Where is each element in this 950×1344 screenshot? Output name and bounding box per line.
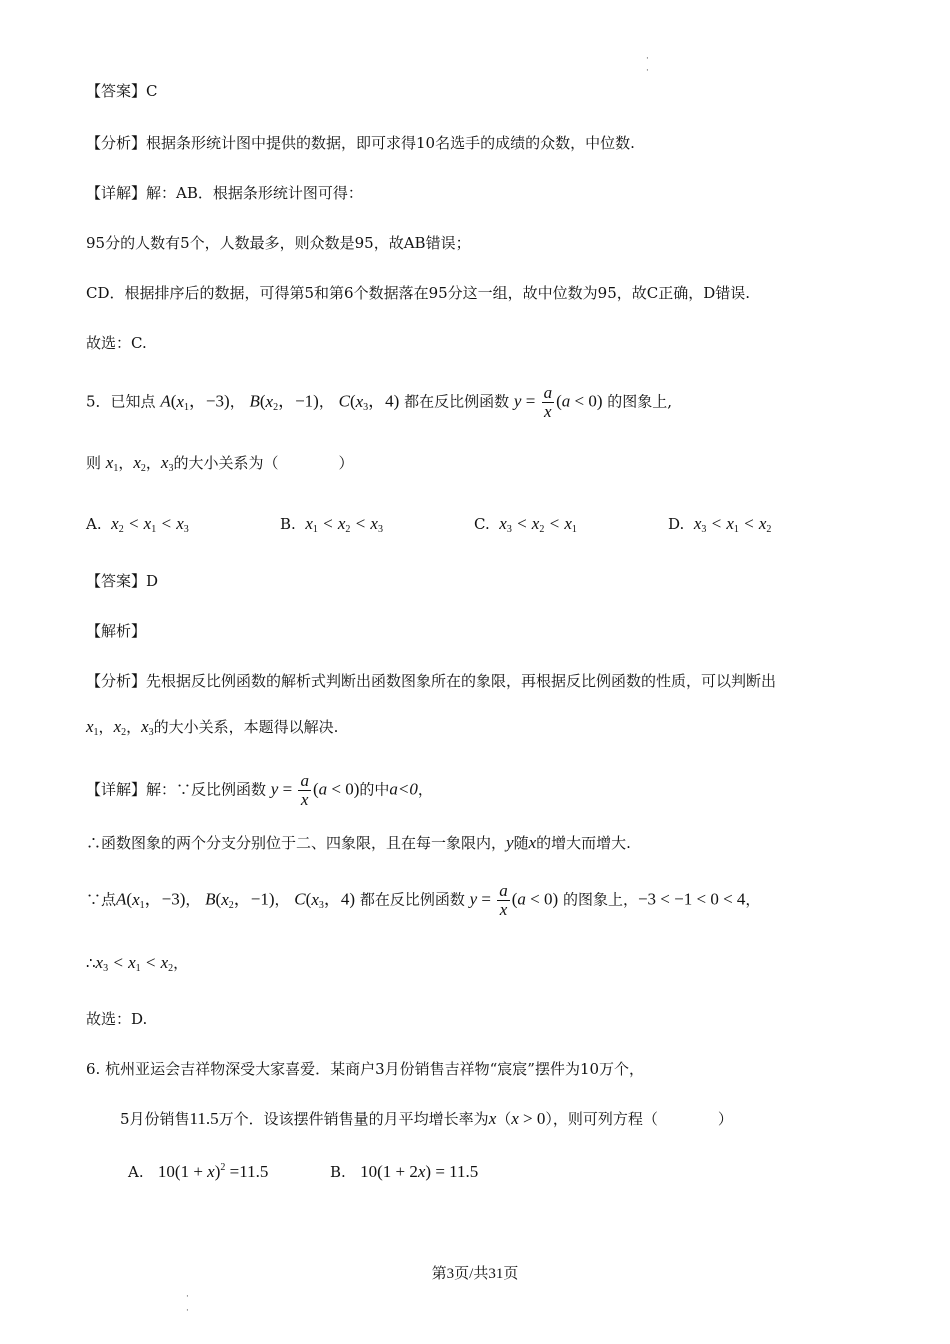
- answer-line: 【答案】D: [86, 572, 159, 590]
- text: ∴: [86, 954, 96, 972]
- q6-option-b[interactable]: B. 10(1 + 2x) = 11.5: [330, 1162, 479, 1181]
- text: 5月份销售: [120, 1110, 190, 1128]
- footer-mark: ·: [186, 1306, 189, 1316]
- text-line: CD．根据排序后的数据，可得第5和第6个数据落在95分这一组，故中位数为95，故C正确，D错误.: [86, 284, 751, 302]
- option-label: A.: [86, 515, 102, 533]
- text: 万个．设该摆件销售量的月平均增长率为: [218, 1110, 489, 1128]
- q6-option-a[interactable]: A. $10(1 + x)^2 =11.5$: [128, 1162, 269, 1181]
- text: 都在反比例函数: [359, 890, 465, 909]
- detail-text: 【详解】解：∵反比例函数: [86, 780, 267, 799]
- fraction: $\frac{a}{x}$: [543, 383, 553, 421]
- detail-line: 【详解】解：AB．根据条形统计图可得：: [86, 184, 363, 202]
- header-mark: ·: [646, 54, 649, 64]
- detail-text: 的中: [359, 780, 390, 799]
- text-line: 95分的人数有5个，人数最多，则众数是95，故AB错误；: [86, 234, 471, 252]
- option-label: B.: [280, 515, 296, 533]
- fraction: $\frac{a}{x}$: [300, 771, 309, 809]
- fraction: $\frac{a}{x}$: [499, 881, 508, 919]
- detail-line: 【详解】解：∵反比例函数 y = $\frac{a}{x}$ (a < 0)的中a<0，: [86, 771, 433, 809]
- option-label: C.: [474, 515, 490, 533]
- question-5-line2: 则 $x_1$，$x_2$，$x_3$的大小关系为（ ）: [86, 453, 354, 474]
- stem-text: 则: [86, 454, 102, 472]
- text: ，则可列方程（ ）: [552, 1110, 733, 1128]
- conclude-line: $\therefore x_3 < x_1 < x_2$，: [86, 953, 189, 974]
- question-6-line2: 5月份销售11.5万个．设该摆件销售量的月平均增长率为x（x > 0），则可列方程（ ）: [120, 1109, 733, 1128]
- text: ∵点: [86, 890, 117, 909]
- text: 随: [513, 834, 529, 852]
- option-d[interactable]: D. $x_3 < x_1 < x_2$: [668, 514, 772, 535]
- option-a[interactable]: A. $x_2 < x_1 < x_3$: [86, 514, 189, 535]
- text: 的图象上，: [562, 890, 638, 909]
- stem-text: 的大小关系为（ ）: [173, 454, 354, 472]
- jiexi-line: 【解析】: [86, 622, 147, 640]
- branch-line: ∴函数图象的两个分支分别位于二、四象限，且在每一象限内，y随x的增大而增大.: [86, 833, 631, 852]
- text: 的增大而增大.: [536, 834, 631, 852]
- option-label: B.: [330, 1163, 346, 1181]
- option-label: A.: [128, 1163, 144, 1181]
- question-number: 5．已知点: [86, 392, 156, 411]
- choose-line: 故选：C.: [86, 334, 147, 352]
- condition: a<0: [389, 779, 418, 799]
- analysis-text: 的大小关系，本题得以解决.: [153, 718, 339, 736]
- header-mark: ·: [646, 66, 649, 76]
- footer-mark: ·: [186, 1292, 189, 1302]
- option-c[interactable]: C. $x_3 < x_2 < x_1$: [474, 514, 577, 535]
- analysis-line: 【分析】根据条形统计图中提供的数据，即可求得10名选手的成绩的众数，中位数.: [86, 134, 635, 152]
- analysis-line: 【分析】先根据反比例函数的解析式判断出函数图象所在的象限，再根据反比例函数的性质，可以判断出: [86, 672, 777, 690]
- question-5-stem: 5．已知点 $A(x_1$，−3)， $B(x_2$，−1)， $C(x_3$，4) 都在反比例函数 y = $\frac{a}{x}$ (a < 0) 的图象上,: [86, 383, 673, 421]
- choose-line: 故选：D.: [86, 1010, 148, 1028]
- option-b[interactable]: B. $x_1 < x_2 < x_3$: [280, 514, 383, 535]
- stem-text: 都在反比例函数: [404, 392, 510, 411]
- analysis-line-2: $x_1$，$x_2$，$x_3$的大小关系，本题得以解决.: [86, 717, 339, 738]
- question-6-line1: 6. 杭州亚运会吉祥物深受大家喜爱．某商户3月份销售吉祥物“宸宸”摆件为10万个，: [86, 1060, 645, 1078]
- answer-line: 【答案】C: [86, 82, 158, 100]
- points-line: ∵点$A(x_1$，−3)， $B(x_2$，−1)， $C(x_3$，4) 都在反比例函数 y = $\frac{a}{x}$ (a < 0) 的图象上，−3 < −1 < 0 < 4，: [86, 881, 761, 919]
- option-label: D.: [668, 515, 685, 533]
- page-footer: 第3页/共31页: [431, 1266, 519, 1282]
- number: 11.5: [189, 1109, 219, 1128]
- text: ∴函数图象的两个分支分别位于二、四象限，且在每一象限内，: [86, 834, 507, 852]
- stem-text: 的图象上,: [607, 392, 673, 411]
- inequality: −3 < −1 < 0 < 4: [637, 889, 746, 909]
